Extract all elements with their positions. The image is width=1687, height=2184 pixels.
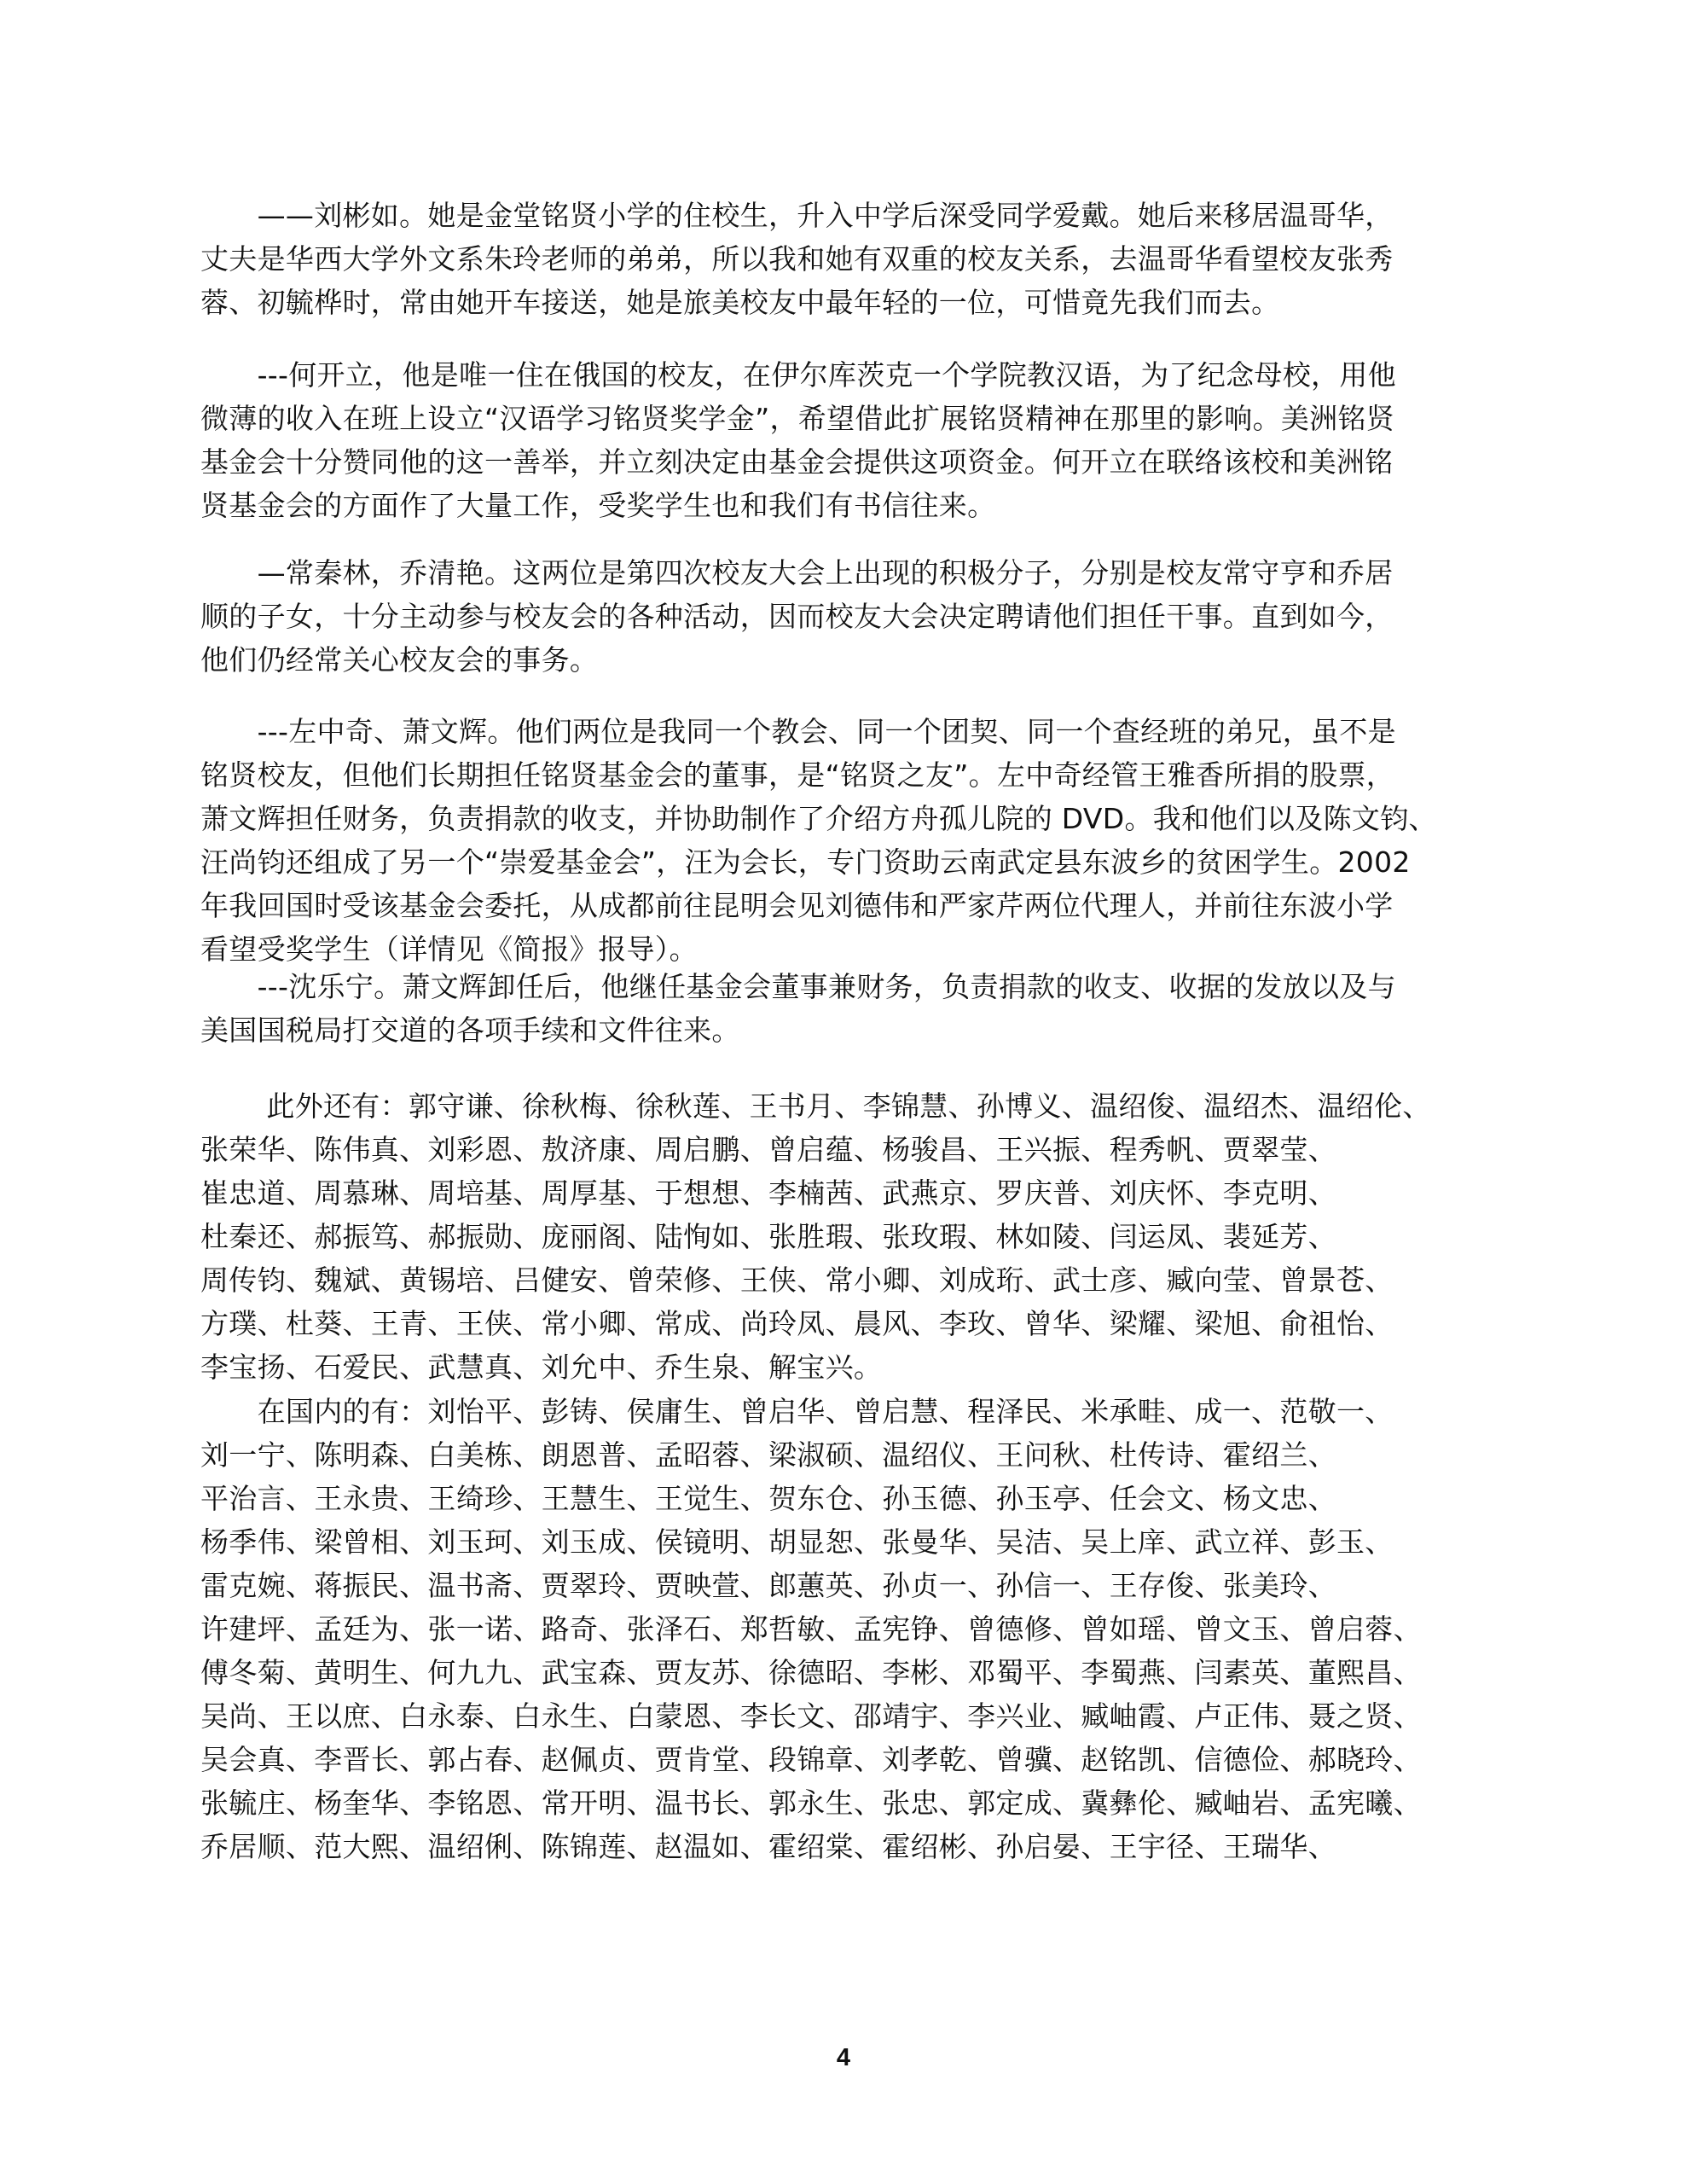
text-line: 铭贤校友，但他们长期担任铭贤基金会的董事，是“铭贤之友”。左中奇经管王雅香所捐的股票，: [200, 758, 1395, 792]
text-line: 基金会十分赞同他的这一善举，并立刻决定由基金会提供这项资金。何开立在联络该校和美洲铭: [200, 445, 1394, 479]
text-line: 刘一宁、陈明森、白美栋、朗恩普、孟昭蓉、梁淑硕、温绍仪、王问秋、杜传诗、霍绍兰、: [200, 1438, 1336, 1472]
text-line: 吴会真、李晋长、郭占春、赵佩贞、贾肯堂、段锦章、刘孝乾、曾骥、赵铭凯、信德俭、郝晓玲、: [200, 1743, 1422, 1776]
text-line: 他们仍经常关心校友会的事务。: [200, 643, 599, 677]
text-line: 在国内的有：刘怡平、彭铸、侯庸生、曾启华、曾启慧、程泽民、米承畦、成一、范敬一、: [200, 1395, 1394, 1428]
text-line: 周传钧、魏斌、黄锡培、吕健安、曾荣修、王侠、常小卿、刘成珩、武士彦、臧向莹、曾景苍、: [200, 1263, 1394, 1297]
text-line: 傅冬菊、黄明生、何九九、武宝森、贾友苏、徐德昭、李彬、邓蜀平、李蜀燕、闫素英、董熙昌、: [200, 1656, 1422, 1689]
text-line: 杜秦还、郝振笃、郝振勋、庞丽阁、陆恂如、张胜瑕、张玫瑕、林如陵、闫运凤、裴延芳、: [200, 1220, 1336, 1253]
text-line: 张毓庄、杨奎华、李铭恩、常开明、温书长、郭永生、张忠、郭定成、冀彝伦、臧岫岩、孟宪曦、: [200, 1786, 1422, 1820]
text-line: 看望受奖学生（详情见《简报》报导）。: [200, 932, 698, 966]
text-line: 吴尚、王以庶、白永泰、白永生、白蒙恩、李长文、邵靖宇、李兴业、臧岫霞、卢正伟、聂之贤、: [200, 1699, 1422, 1733]
text-line: 此外还有：郭守谦、徐秋梅、徐秋莲、王书月、李锦慧、孙博义、温绍俊、温绍杰、温绍伦、: [200, 1089, 1431, 1123]
text-line: 乔居顺、范大熙、温绍俐、陈锦莲、赵温如、霍绍棠、霍绍彬、孙启晏、王宇径、王瑞华、: [200, 1830, 1336, 1863]
text-line: 丈夫是华西大学外文系朱玲老师的弟弟，所以我和她有双重的校友关系，去温哥华看望校友张秀: [200, 242, 1394, 276]
text-line: ——刘彬如。她是金堂铭贤小学的住校生，升入中学后深受同学爱戴。她后来移居温哥华，: [200, 199, 1394, 232]
text-line: 年我回国时受该基金会委托，从成都前往昆明会见刘德伟和严家芹两位代理人，并前往东波小学: [200, 889, 1394, 922]
text-line: 平治言、王永贵、王绮珍、王慧生、王觉生、贺东仓、孙玉德、孙玉亭、任会文、杨文忠、: [200, 1482, 1336, 1515]
text-line: 雷克婉、蒋振民、温书斋、贾翠玲、贾映萱、郎蕙英、孙贞一、孙信一、王存俊、张美玲、: [200, 1569, 1336, 1602]
text-line: 张荣华、陈伟真、刘彩恩、敖济康、周启鹏、曾启蕴、杨骏昌、王兴振、程秀帆、贾翠莹、: [200, 1133, 1336, 1166]
page-number: 4: [836, 2044, 851, 2071]
text-line: 汪尚钧还组成了另一个“崇爱基金会”，汪为会长，专门资助云南武定县东波乡的贫困学生。2002: [200, 845, 1411, 879]
text-line: 崔忠道、周慕琳、周培基、周厚基、于想想、李楠茜、武燕京、罗庆普、刘庆怀、李克明、: [200, 1176, 1336, 1210]
text-line: 美国国税局打交道的各项手续和文件往来。: [200, 1014, 740, 1047]
text-line: 许建坪、孟廷为、张一诺、路奇、张泽石、郑哲敏、孟宪铮、曾德修、曾如瑶、曾文玉、曾启蓉、: [200, 1612, 1422, 1646]
text-line: 蓉、初毓桦时，常由她开车接送，她是旅美校友中最年轻的一位，可惜竟先我们而去。: [200, 286, 1280, 319]
text-line: 贤基金会的方面作了大量工作，受奖学生也和我们有书信往来。: [200, 489, 996, 522]
text-line: ---何开立，他是唯一住在俄国的校友，在伊尔库茨克一个学院教汉语，为了纪念母校，用他: [200, 358, 1396, 392]
text-line: 杨季伟、梁曾相、刘玉珂、刘玉成、侯镜明、胡显恕、张曼华、吴洁、吴上庠、武立祥、彭玉、: [200, 1525, 1394, 1559]
text-line: 微薄的收入在班上设立“汉语学习铭贤奖学金”，希望借此扩展铭贤精神在那里的影响。美洲铭贤: [200, 402, 1395, 435]
text-line: 方璞、杜葵、王青、王侠、常小卿、常成、尚玲凤、晨风、李玫、曾华、梁耀、梁旭、俞祖怡、: [200, 1307, 1394, 1340]
text-line: ---沈乐宁。萧文辉卸任后，他继任基金会董事兼财务，负责捐款的收支、收据的发放以及与: [200, 970, 1396, 1003]
text-line: 顺的子女，十分主动参与校友会的各种活动，因而校友大会决定聘请他们担任干事。直到如今，: [200, 600, 1394, 633]
text-line: —常秦林，乔清艳。这两位是第四次校友大会上出现的积极分子，分别是校友常守亨和乔居: [200, 556, 1394, 590]
text-line: ---左中奇、萧文辉。他们两位是我同一个教会、同一个团契、同一个查经班的弟兄，虽不是: [200, 715, 1396, 748]
text-line: 萧文辉担任财务，负责捐款的收支，并协助制作了介绍方舟孤儿院的 DVD。我和他们以及陈文钧、: [200, 802, 1437, 835]
text-line: 李宝扬、石爱民、武慧真、刘允中、乔生泉、解宝兴。: [200, 1350, 883, 1384]
